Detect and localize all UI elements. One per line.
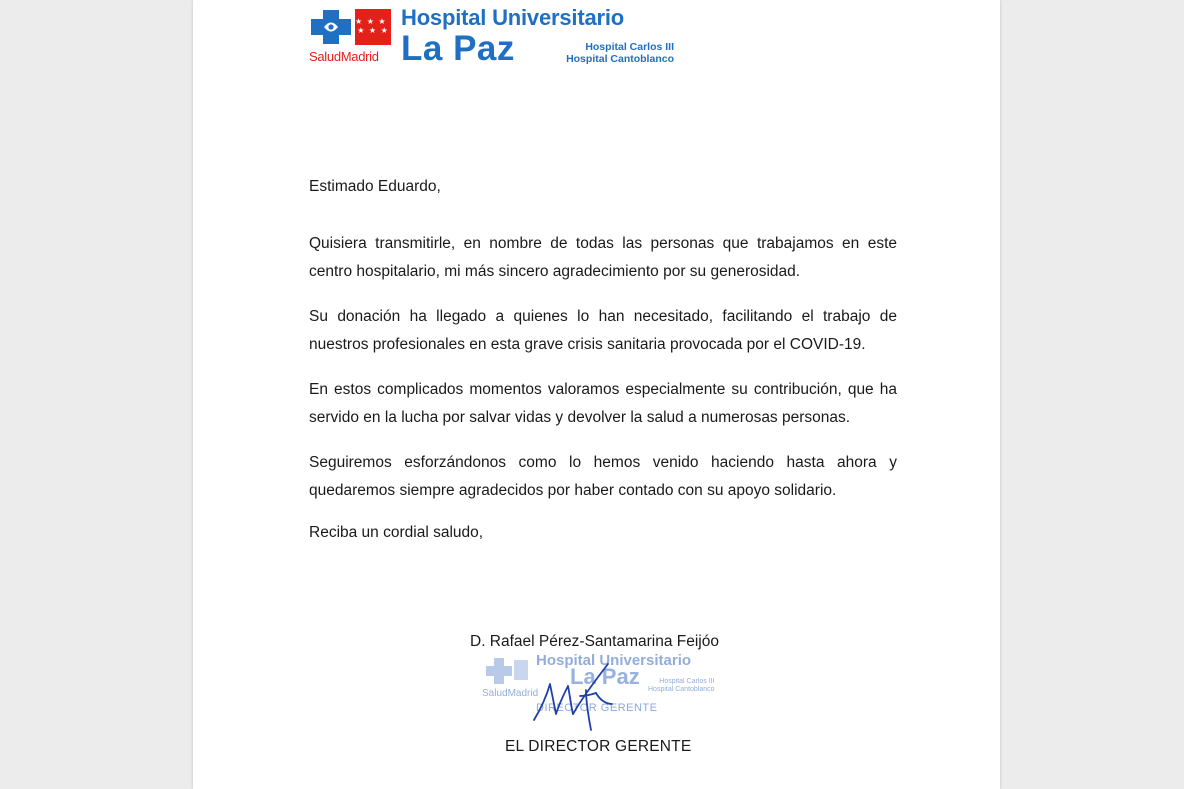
madrid-flag-icon bbox=[355, 9, 399, 45]
flag-stars: ★ ★ ★ ★ ★ ★ ★ bbox=[355, 17, 399, 35]
stamp-hospital-name: La Paz bbox=[570, 664, 640, 689]
sub-hospitals bbox=[543, 41, 674, 65]
salud-madrid-cross-icon bbox=[309, 8, 353, 46]
sub-hospital-1: Hospital Carlos III bbox=[585, 41, 674, 53]
hospital-name: La Paz bbox=[401, 29, 515, 68]
stamp-sub-hospital-1: Hospital Carlos III bbox=[659, 678, 715, 685]
letter-body bbox=[309, 176, 897, 544]
salud-madrid-wordmark bbox=[309, 50, 379, 64]
hospital-title: Hospital Universitario bbox=[401, 5, 624, 30]
paragraph-2: Su donación ha llegado a quienes lo han necesitado, facilitando el trabajo de nuestros profesionales en esta grave crisis sanitaria provocada por el COVID-19. bbox=[309, 308, 897, 353]
closing: Reciba un cordial saludo, bbox=[309, 524, 484, 541]
greeting: Estimado Eduardo, bbox=[309, 178, 441, 195]
stamp-hospital-title: Hospital Universitario bbox=[536, 652, 692, 669]
sub-hospital-2: Hospital Cantoblanco bbox=[566, 53, 674, 65]
stamp-sub-hospitals bbox=[648, 678, 715, 694]
letter-page bbox=[193, 0, 1000, 789]
madrid-label: Madrid bbox=[340, 49, 379, 64]
paragraph-1: Quisiera transmitirle, en nombre de todas las personas que trabajamos en este centro hospitalario, mi más sincero agradecimiento por su generosidad. bbox=[309, 235, 897, 280]
handwritten-signature bbox=[526, 660, 646, 735]
paragraph-4: Seguiremos esforzándonos como lo hemos venido haciendo hasta ahora y quedaremos siempre agradecidos por haber contado con su apoyo solidario. bbox=[309, 454, 897, 499]
salud-label: Salud bbox=[309, 49, 341, 64]
paragraph-3: En estos complicados momentos valoramos especialmente su contribución, que ha servido en la lucha por salvar vidas y devolver la salud a numerosas personas. bbox=[309, 381, 897, 426]
signatory-name: D. Rafael Pérez-Santamarina Feijóo bbox=[470, 633, 719, 650]
stamp-role: DIRECTOR GERENTE bbox=[536, 702, 658, 714]
signatory-role: EL DIRECTOR GERENTE bbox=[505, 738, 692, 755]
stamp-cross-icon bbox=[482, 656, 530, 686]
stamp-sub-hospital-2: Hospital Cantoblanco bbox=[648, 686, 715, 693]
stamp-salud-madrid: SaludMadrid bbox=[482, 688, 539, 699]
